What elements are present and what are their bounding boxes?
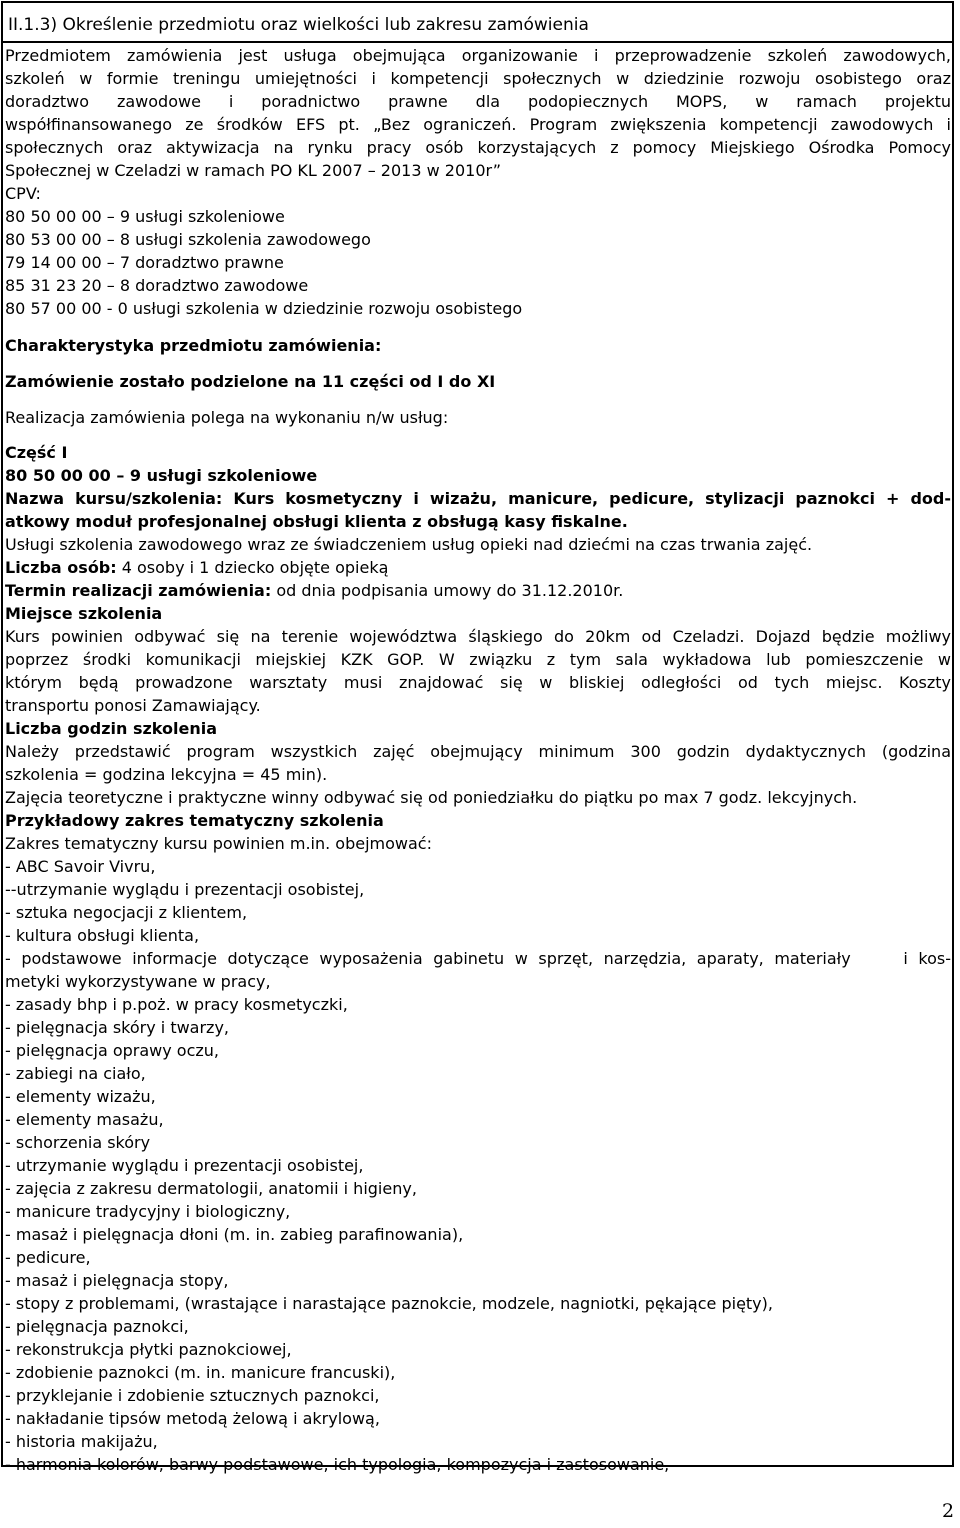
- scope-intro: Zakres tematyczny kursu powinien m.in. obejmować:: [5, 834, 432, 853]
- care-note: Usługi szkolenia zawodowego wraz ze świadczeniem usług opieki nad dziećmi na czas trwania zajęć.: [5, 535, 813, 554]
- scope-item: - zajęcia z zakresu dermatologii, anatomii i higieny,: [5, 1179, 417, 1198]
- scope-item: - masaż i pielęgnacja dłoni (m. in. zabieg parafinowania),: [5, 1225, 464, 1244]
- scope-item: - masaż i pielęgnacja stopy,: [5, 1271, 229, 1290]
- course-name-line: atkowy moduł profesjonalnej obsługi klienta z obsługą kasy fiskalne.: [5, 512, 628, 531]
- scope-item: - utrzymanie wyglądu i prezentacji osobistej,: [5, 1156, 364, 1175]
- scope-item: - nakładanie tipsów metodą żelową i akrylową,: [5, 1409, 380, 1428]
- place-line: Kurs powinien odbywać się na terenie województwa śląskiego do 20km od Czeladzi. Dojazd będzie możliwy: [5, 627, 951, 646]
- term-row: [5, 581, 951, 601]
- cpv-code: 80 50 00 00 – 9 usługi szkoleniowe: [5, 207, 285, 226]
- place-heading: Miejsce szkolenia: [5, 604, 163, 623]
- persons-value: 4 osoby i 1 dziecko objęte opieką: [116, 558, 389, 577]
- scope-item: - historia makijażu,: [5, 1432, 158, 1451]
- cpv-code: 85 31 23 20 – 8 doradztwo zawodowe: [5, 276, 309, 295]
- scope-item: - manicure tradycyjny i biologiczny,: [5, 1202, 291, 1221]
- scope-item: - sztuka negocjacji z klientem,: [5, 903, 248, 922]
- intro-line: doradztwo zawodowe i poradnictwo prawne dla podopiecznych MOPS, w ramach projektu: [5, 92, 951, 111]
- scope-item: - przyklejanie i zdobienie sztucznych paznokci,: [5, 1386, 380, 1405]
- hours-line: Zajęcia teoretyczne i praktyczne winny odbywać się od poniedziałku do piątku po max 7 godz. lekcyjnych.: [5, 788, 858, 807]
- scope-item: - schorzenia skóry: [5, 1133, 151, 1152]
- scope-item: - kultura obsługi klienta,: [5, 926, 200, 945]
- scope-item: - harmonia kolorów, barwy podstawowe, ich typologia, kompozycja i zastosowanie,: [5, 1455, 670, 1474]
- scope-item: - elementy masażu,: [5, 1110, 164, 1129]
- hours-line: szkolenia = godzina lekcyjna = 45 min).: [5, 765, 328, 784]
- intro-line: Przedmiotem zamówienia jest usługa obejmująca organizowanie i przeprowadzenie szkoleń zawodowych,: [5, 46, 951, 65]
- page-number: 2: [942, 1500, 955, 1522]
- scope-item: - pedicure,: [5, 1248, 91, 1267]
- place-line: poprzez środki komunikacji miejskiej KZK GOP. W związku z tym sala wykładowa lub pomieszczenie w: [5, 650, 951, 669]
- cpv-code: 80 57 00 00 - 0 usługi szkolenia w dziedzinie rozwoju osobistego: [5, 299, 523, 318]
- scope-item: metyki wykorzystywane w pracy,: [5, 972, 271, 991]
- place-line: transportu ponosi Zamawiający.: [5, 696, 261, 715]
- part-code: 80 50 00 00 – 9 usługi szkoleniowe: [5, 466, 318, 485]
- section-header: [3, 3, 952, 43]
- scope-item: - zabiegi na ciało,: [5, 1064, 146, 1083]
- scope-item: - podstawowe informacje dotyczące wyposażenia gabinetu w sprzęt, narzędzia, aparaty, materiały i kos-: [5, 949, 951, 968]
- scope-item: - pielęgnacja skóry i twarzy,: [5, 1018, 230, 1037]
- scope-item: - rekonstrukcja płytki paznokciowej,: [5, 1340, 292, 1359]
- scope-item: - zasady bhp i p.poż. w pracy kosmetyczki,: [5, 995, 348, 1014]
- scope-item: - elementy wizażu,: [5, 1087, 156, 1106]
- split-note: Zamówienie zostało podzielone na 11 części od I do XI: [5, 372, 496, 391]
- persons-row: [5, 558, 951, 578]
- hours-line: Należy przedstawić program wszystkich zajęć obejmujący minimum 300 godzin dydaktycznych (godzina: [5, 742, 951, 761]
- term-value: od dnia podpisania umowy do 31.12.2010r.: [271, 581, 624, 600]
- persons-label: Liczba osób:: [5, 558, 117, 577]
- place-line: którym będą prowadzone warsztaty musi znajdować się w bliskiej odległości od tych miejsc. Koszty: [5, 673, 951, 692]
- scope-item: - ABC Savoir Vivru,: [5, 857, 156, 876]
- characteristics-heading: Charakterystyka przedmiotu zamówienia:: [5, 336, 382, 355]
- scope-heading: Przykładowy zakres tematyczny szkolenia: [5, 811, 384, 830]
- intro-line: współfinansowanego ze środków EFS pt. „Bez ograniczeń. Program zwiększenia kompetencji zawodowych i: [5, 115, 951, 134]
- cpv-label: CPV:: [5, 184, 41, 203]
- part-title: Część I: [5, 443, 68, 462]
- realization-note: Realizacja zamówienia polega na wykonaniu n/w usług:: [5, 408, 449, 427]
- course-name-line: Nazwa kursu/szkolenia: Kurs kosmetyczny i wizażu, manicure, pedicure, stylizacji paznokci + dod-: [5, 489, 951, 508]
- scope-item: --utrzymanie wyglądu i prezentacji osobistej,: [5, 880, 365, 899]
- scope-item: - zdobienie paznokci (m. in. manicure francuski),: [5, 1363, 396, 1382]
- cpv-code: 80 53 00 00 – 8 usługi szkolenia zawodowego: [5, 230, 371, 249]
- scope-item: - stopy z problemami, (wrastające i narastające paznokcie, modzele, nagniotki, pękające pięty),: [5, 1294, 773, 1313]
- section-title: II.1.3) Określenie przedmiotu oraz wielkości lub zakresu zamówienia: [8, 15, 589, 35]
- hours-heading: Liczba godzin szkolenia: [5, 719, 217, 738]
- intro-line: szkoleń w formie treningu umiejętności i kompetencji społecznych w dziedzinie rozwoju osobistego oraz: [5, 69, 951, 88]
- cpv-code: 79 14 00 00 – 7 doradztwo prawne: [5, 253, 284, 272]
- scope-item: - pielęgnacja oprawy oczu,: [5, 1041, 220, 1060]
- term-label: Termin realizacji zamówienia:: [5, 581, 272, 600]
- scope-item: - pielęgnacja paznokci,: [5, 1317, 189, 1336]
- intro-line: Społecznej w Czeladzi w ramach PO KL 2007 – 2013 w 2010r”: [5, 161, 502, 180]
- intro-line: społecznych oraz aktywizacja na rynku pracy osób korzystających z pomocy Miejskiego Ośrodka Pomocy: [5, 138, 951, 157]
